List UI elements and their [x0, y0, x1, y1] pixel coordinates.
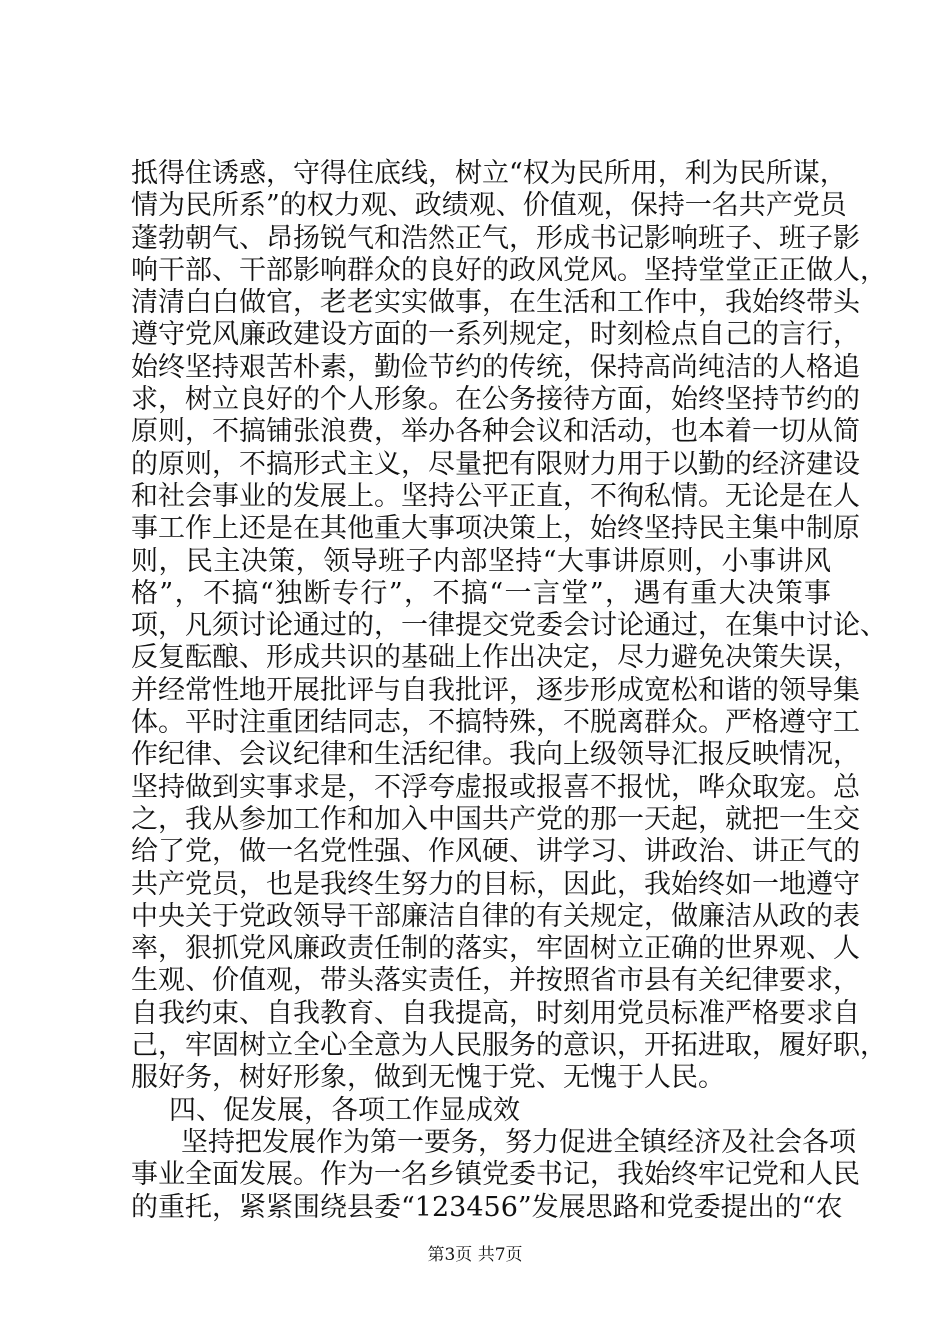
text-line: 作纪律、会议纪律和生活纪律。我向上级领导汇报反映情况，	[131, 739, 860, 771]
text-line: 和社会事业的发展上。坚持公平正直，不徇私情。无论是在人	[131, 480, 860, 512]
text-line: 情为民所系”的权力观、政绩观、价值观，保持一名共产党员	[131, 190, 847, 222]
text-line: 遵守党风廉政建设方面的一系列规定，时刻检点自己的言行，	[131, 319, 860, 351]
text-line: 己，牢固树立全心全意为人民服务的意识，开拓进取，履好职，	[131, 1030, 887, 1062]
text-line: 求，树立良好的个人形象。在公务接待方面，始终坚持节约的	[131, 384, 860, 416]
text-line: 事业全面发展。作为一名乡镇党委书记，我始终牢记党和人民	[131, 1159, 860, 1191]
text-line: 清清白白做官，老老实实做事，在生活和工作中，我始终带头	[131, 287, 860, 319]
text-line: 反复酝酿、形成共识的基础上作出决定，尽力避免决策失误，	[131, 642, 860, 674]
text-line: 生观、价值观，带头落实责任，并按照省市县有关纪律要求，	[131, 965, 860, 997]
text-line: 共产党员，也是我终生努力的目标，因此，我始终如一地遵守	[131, 868, 860, 900]
page-number-footer: 第3页 共7页	[427, 1245, 523, 1265]
text-line: 的原则，不搞形式主义，尽量把有限财力用于以勤的经济建设	[131, 448, 860, 480]
text-line: 坚持把发展作为第一要务，努力促进全镇经济及社会各项	[181, 1126, 856, 1158]
text-line: 始终坚持艰苦朴素，勤俭节约的传统，保持高尚纯洁的人格追	[131, 351, 860, 383]
text-line: 坚持做到实事求是，不浮夸虚报或报喜不报忧，哗众取宠。总	[131, 771, 860, 803]
section-heading: 四、促发展，各项工作显成效	[169, 1094, 520, 1126]
document-body	[131, 158, 887, 1224]
text-line: 原则，不搞铺张浪费，举办各种会议和活动，也本着一切从简	[131, 416, 860, 448]
text-line: 项，凡须讨论通过的，一律提交党委会讨论通过，在集中讨论、	[131, 610, 887, 642]
text-line: 格”，不搞“独断专行”，不搞“一言堂”，遇有重大决策事	[131, 577, 831, 609]
text-line: 事工作上还是在其他重大事项决策上，始终坚持民主集中制原	[131, 513, 860, 545]
text-line: 则，民主决策，领导班子内部坚持“大事讲原则，小事讲风	[131, 545, 831, 577]
text-line: 并经常性地开展批评与自我批评，逐步形成宽松和谐的领导集	[131, 674, 860, 706]
text-line: 给了党，做一名党性强、作风硬、讲学习、讲政治、讲正气的	[131, 836, 860, 868]
text-line: 之，我从参加工作和加入中国共产党的那一天起，就把一生交	[131, 803, 860, 835]
text-line: 服好务，树好形象，做到无愧于党、无愧于人民。	[131, 1062, 725, 1094]
text-line: 率，狠抓党风廉政责任制的落实，牢固树立正确的世界观、人	[131, 933, 860, 965]
text-line: 中央关于党政领导干部廉洁自律的有关规定，做廉洁从政的表	[131, 900, 860, 932]
text-line: 体。平时注重团结同志，不搞特殊，不脱离群众。严格遵守工	[131, 707, 860, 739]
text-line: 蓬勃朝气、昂扬锐气和浩然正气，形成书记影响班子、班子影	[131, 222, 860, 254]
text-line: 响干部、干部影响群众的良好的政风党风。坚持堂堂正正做人，	[131, 254, 887, 286]
text-line: 的重托，紧紧围绕县委“123456”发展思路和党委提出的“农	[131, 1191, 843, 1223]
text-line: 抵得住诱惑，守得住底线，树立“权为民所用，利为民所谋，	[131, 158, 847, 189]
text-line: 自我约束、自我教育、自我提高，时刻用党员标准严格要求自	[131, 997, 860, 1029]
